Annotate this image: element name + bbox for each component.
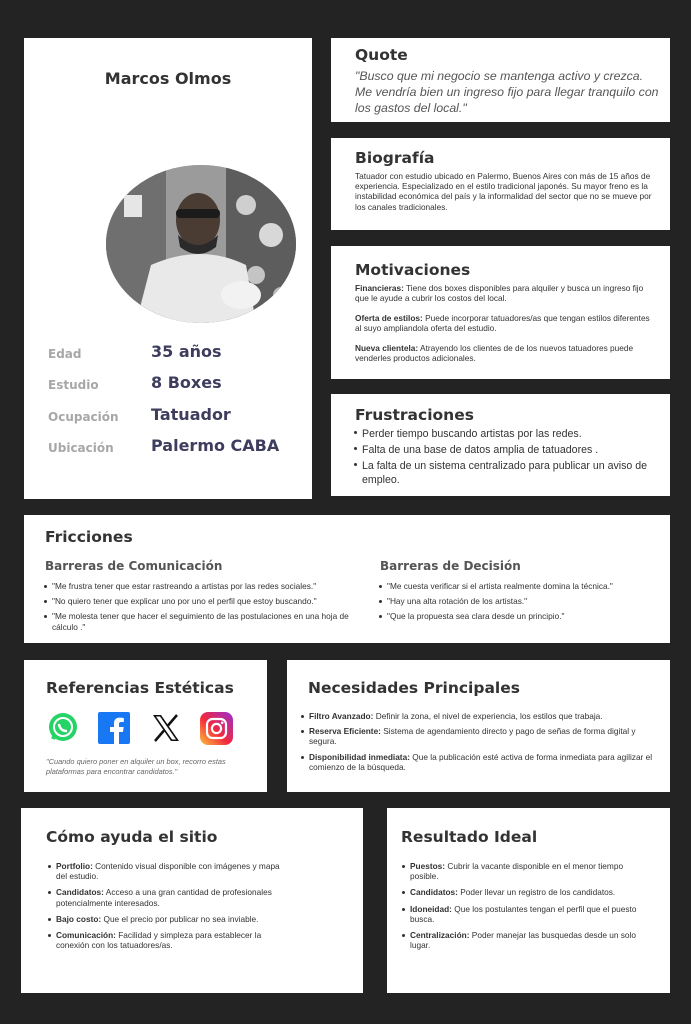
field-value: Tatuador (151, 405, 231, 424)
friction-item: "Me frustra tener que estar rastreando a artistas por las redes sociales." (43, 581, 363, 591)
ideal-result-title: Resultado Ideal (401, 828, 538, 846)
quote-card (331, 38, 670, 122)
friction-item: "Me molesta tener que hacer el seguimiento de las postulaciones en una hoja de cálculo ." (43, 611, 363, 631)
field-label: Ocupación (48, 410, 119, 424)
result-text: Cubrir la vacante disponible en el menor tiempo posible. (410, 861, 624, 882)
need-key: Filtro Avanzado: (309, 711, 374, 721)
friction-item: "No quiero tener que explicar uno por uno el perfil que estoy buscando." (43, 596, 363, 606)
references-quote: "Cuando quiero poner en alquiler un box, recorro estas plataformas para encontrar candidatos." (46, 757, 226, 776)
motivation-key: Oferta de estilos: (355, 313, 423, 323)
need-key: Reserva Eficiente: (309, 726, 381, 737)
bio-card (331, 138, 670, 230)
ideal-result-card (387, 808, 670, 993)
field-label: Edad (48, 347, 82, 361)
field-location (48, 436, 298, 460)
help-text: Facilidad y simpleza para establecer la conexión con los tatuadores/as. (56, 930, 262, 951)
result-text: Poder llevar un registro de los candidatos. (457, 887, 616, 898)
need-item (300, 752, 655, 772)
field-occupation (48, 405, 298, 429)
needs-title: Necesidades Principales (308, 679, 520, 697)
help-item (47, 861, 287, 881)
references-card (24, 660, 267, 792)
field-value: 8 Boxes (151, 373, 222, 392)
field-value: Palermo CABA (151, 436, 280, 455)
help-key: Bajo costo: (56, 913, 102, 924)
help-item (47, 914, 287, 924)
x-icon (150, 712, 182, 749)
result-key: Puestos: (410, 861, 446, 871)
comm-barriers-list (43, 581, 363, 632)
frustrations-title: Frustraciones (355, 406, 474, 424)
comm-barriers-title: Barreras de Comunicación (45, 559, 223, 573)
field-age (48, 342, 298, 366)
motivation-text: Tiene dos boxes disponibles para alquiler y busca un ingreso fijo que le ayude a cubrir los costos del local. (355, 283, 644, 304)
motivations-title: Motivaciones (355, 261, 471, 279)
motivation-item (355, 313, 655, 333)
site-help-list (47, 861, 287, 950)
bio-title: Biografía (355, 149, 435, 167)
result-key: Candidatos: (410, 887, 458, 898)
site-help-card (21, 808, 363, 993)
ideal-result-list (401, 861, 646, 950)
field-value: 35 años (151, 342, 222, 361)
need-text: Que la publicación esté activa de forma inmediata para agilizar el comienzo de la búsqueda. (309, 751, 653, 772)
result-item (401, 887, 646, 897)
help-item (47, 930, 287, 950)
site-help-title: Cómo ayuda el sitio (46, 828, 218, 846)
result-item (401, 904, 646, 924)
need-text: Sistema de agendamiento directo y pago de señas de forma digital y segura. (309, 726, 636, 747)
help-text: Contenido visual disponible con imágenes y mapa del estudio. (56, 861, 280, 882)
need-key: Disponibilidad inmediata: (309, 751, 410, 762)
motivation-text: Puede incorporar tatuadores/as que tengan estilos diferentes al suyo ampliandola oferta del estudio. (355, 313, 650, 334)
frustration-item: Perder tiempo buscando artistas por las redes. (353, 427, 663, 441)
quote-title: Quote (355, 46, 408, 64)
need-text: Definir la zona, el nivel de experiencia, los estilos que trabaja. (373, 711, 603, 721)
field-studio (48, 373, 298, 397)
motivation-item (355, 283, 655, 303)
bio-text: Tatuador con estudio ubicado en Palermo, Buenos Aires con más de 15 años de experiencia. Especializado en el estilo tradicional japonés. Su mayor freno es la instabilidad económica del país y la informalidad del sector que no se mueve por los canales tradicionales. (355, 171, 652, 212)
result-key: Idoneidad: (410, 903, 452, 914)
references-title: Referencias Estéticas (46, 679, 234, 697)
frictions-title: Fricciones (45, 528, 133, 546)
instagram-icon (200, 712, 233, 750)
friction-item: "Que la propuesta sea clara desde un principio." (378, 611, 658, 621)
frustration-item: Falta de una base de datos amplia de tatuadores . (353, 443, 663, 457)
whatsapp-icon (48, 712, 78, 747)
persona-photo (106, 165, 296, 323)
field-label: Ubicación (48, 441, 114, 455)
frictions-card (24, 515, 670, 643)
motivation-key: Financieras: (355, 283, 404, 293)
help-key: Comunicación: (56, 930, 116, 941)
quote-text: "Busco que mi negocio se mantenga activo y crezca. Me vendría bien un ingreso fijo para llegar tranquilo con los gastos del local." (355, 69, 659, 115)
result-key: Centralización: (410, 930, 470, 941)
help-key: Portfolio: (56, 861, 93, 871)
help-text: Acceso a una gran cantidad de profesionales potencialmente interesados. (56, 887, 272, 908)
need-item (300, 726, 655, 746)
needs-card (287, 660, 670, 792)
facebook-icon (98, 712, 130, 749)
motivations-card (331, 246, 670, 379)
motivation-item (355, 343, 655, 363)
field-label: Estudio (48, 378, 99, 392)
frustrations-list (353, 427, 663, 487)
result-text: Poder manejar las busquedas desde un solo lugar. (410, 930, 636, 951)
help-text: Que el precio por publicar no sea inviable. (101, 913, 259, 924)
decision-barriers-list (378, 581, 658, 622)
friction-item: "Hay una alta rotación de los artistas." (378, 596, 658, 606)
frustrations-card (331, 394, 670, 496)
persona-name: Marcos Olmos (104, 69, 232, 88)
decision-barriers-title: Barreras de Decisión (380, 559, 521, 573)
help-key: Candidatos: (56, 887, 104, 898)
motivation-text: Atrayendo los clientes de de los nuevos tatuadores puede venderles productos adicionales. (355, 343, 634, 364)
motivation-key: Nueva clientela: (355, 343, 419, 353)
friction-item: "Me cuesta verificar si el artista realmente domina la técnica." (378, 581, 658, 591)
result-item (401, 930, 646, 950)
needs-list (300, 711, 655, 772)
frustration-item: La falta de un sistema centralizado para publicar un aviso de empleo. (353, 459, 663, 487)
need-item (300, 711, 655, 721)
result-item (401, 861, 646, 881)
profile-card (24, 38, 312, 499)
result-text: Que los postulantes tengan el perfil que el puesto busca. (410, 903, 637, 924)
help-item (47, 887, 287, 907)
